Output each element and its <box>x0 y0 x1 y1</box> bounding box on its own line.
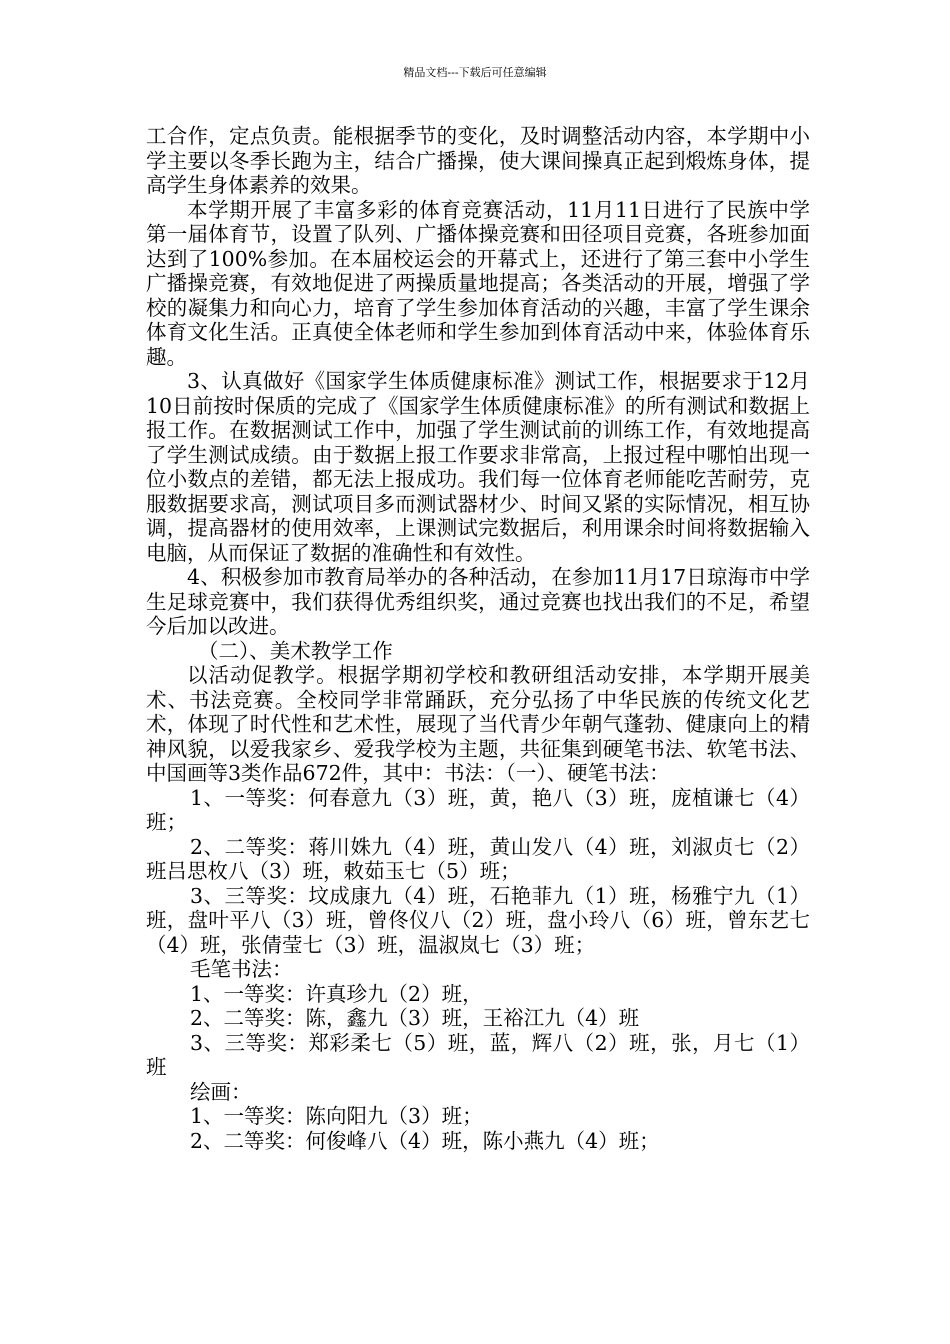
paragraph-fitness-testing: 3、认真做好《国家学生体质健康标准》测试工作，根据要求于12月10日前按时保质的完成了《国家学生体质健康标准》的所有测试和数据上报工作。在数据测试工作中，加强了学生测试前的训练工作，有效地提高了学生测试成绩。由于数据上报工作要求非常高，上报过程中哪怕出现一位小数点的差错，都无法上报成功。我们每一位体育老师能吃苦耐劳，克服数据要求高，测试项目多而测试器材少、时间又紧的实际情况，相互协调，提高器材的使用效率，上课测试完数据后，利用课余时间将数据输入电脑，从而保证了数据的准确性和有效性。 <box>146 369 810 565</box>
document-body <box>146 124 810 1153</box>
list-item-brush-first-prize: 1、一等奖：许真珍九（2）班， <box>190 981 483 1006</box>
list-item-hard-pen-third-prize: 3、三等奖：坟成康九（4）班，石艳菲九（1）班，杨雅宁九（1）班，盘叶平八（3）班，曾佟仪八（2）班，盘小玲八（6）班，曾东艺七（4）班，张倩莹七（3）班，温淑岚七（3）班； <box>146 883 810 957</box>
subheading-brush-calligraphy: 毛笔书法： <box>190 957 293 981</box>
paragraph-sports-competitions: 本学期开展了丰富多彩的体育竞赛活动，11月11日进行了民族中学第一届体育节，设置了队列、广播体操竞赛和田径项目竞赛，各班参加面达到了100%参加。在本届校运会的开幕式上，还进行了第三套中小学生广播操竞赛，有效地促进了两操质量地提高；各类活动的开展，增强了学校的凝集力和向心力，培育了学生参加体育活动的兴趣，丰富了学生课余体育文化生活。正真使全体老师和学生参加到体育活动中来，体验体育乐趣。 <box>146 197 810 369</box>
page-header: 精品文档---下载后可任意编辑 <box>403 66 547 79</box>
paragraph-pe-activities-end: 工合作，定点负责。能根据季节的变化，及时调整活动内容，本学期中小学主要以冬季长跑为主，结合广播操，使大课间操真正起到煅炼身体，提高学生身体素养的效果。 <box>146 124 810 197</box>
list-item-brush-second-prize: 2、二等奖：陈，鑫九（3）班，王裕江九（4）班 <box>190 1006 640 1030</box>
section-heading-art-teaching: （二）、美术教学工作 <box>198 638 393 663</box>
paragraph-bureau-activities: 4、积极参加市教育局举办的各种活动，在参加11月17日琼海市中学生足球竞赛中，我们获得优秀组织奖，通过竞赛也找出我们的不足，希望今后加以改进。 <box>146 565 810 638</box>
list-item-hard-pen-first-prize: 1、一等奖：何春意九（3）班，黄，艳八（3）班，庞植谦七（4）班； <box>146 785 810 834</box>
subheading-painting: 绘画： <box>190 1079 252 1104</box>
list-item-brush-third-prize: 3、三等奖：郑彩柔七（5）班，蓝，辉八（2）班，张，月七（1）班 <box>146 1030 810 1079</box>
list-item-painting-second-prize: 2、二等奖：何俊峰八（4）班，陈小燕九（4）班； <box>190 1128 660 1153</box>
paragraph-art-calligraphy-contest: 以活动促教学。根据学期初学校和教研组活动安排，本学期开展美术、书法竞赛。全校同学非常踊跃，充分弘扬了中华民族的传统文化艺术，体现了时代性和艺术性，展现了当代青少年朝气蓬勃、健康向上的精神风貌，以爱我家乡、爱我学校为主题，共征集到硬笔书法、软笔书法、中国画等3类作品672件，其中：书法：（一）、硬笔书法： <box>146 663 810 785</box>
list-item-hard-pen-second-prize: 2、二等奖：蒋川姝九（4）班，黄山发八（4）班，刘淑贞七（2）班吕思枚八（3）班，敕茹玉七（5）班； <box>146 834 810 883</box>
list-item-painting-first-prize: 1、一等奖：陈向阳九（3）班； <box>190 1104 483 1128</box>
